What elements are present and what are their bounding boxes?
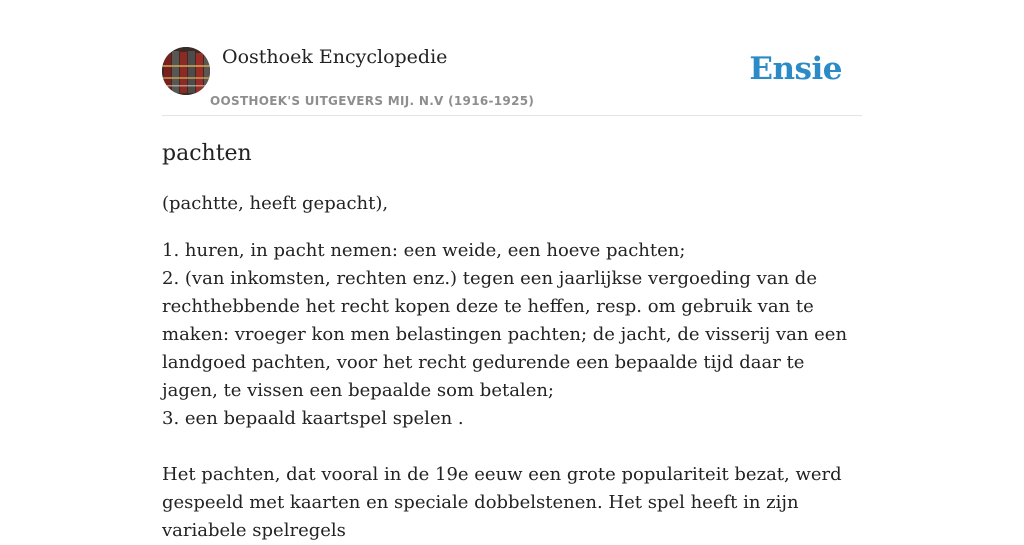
definition-item: 2. (van inkomsten, rechten enz.) tegen een jaarlijkse vergoeding van de rechthebbende het recht kopen deze te heffen, resp. om gebruik van te maken: vroeger kon men belastingen pachten; de jacht, de visserij van een landgoed pachten, voor het recht gedurende een bepaalde tijd daar te jagen, te vissen een bepaalde som betalen; (162, 268, 848, 401)
definition-list (162, 237, 862, 433)
definition-item: 3. een bepaald kaartspel spelen . (162, 408, 464, 429)
site-header (162, 0, 862, 116)
encyclopedia-books-icon[interactable] (162, 47, 210, 95)
entry-conjugation: (pachtte, heeft gepacht), (162, 193, 389, 214)
site-title[interactable]: Oosthoek Encyclopedie (222, 46, 448, 68)
definition-item: 1. huren, in pacht nemen: een weide, een hoeve pachten; (162, 240, 686, 261)
publisher-subtitle: OOSTHOEK'S UITGEVERS MIJ. N.V (1916-1925) (210, 94, 535, 108)
entry-title: pachten (162, 141, 252, 166)
page (162, 0, 862, 541)
entry-article (162, 138, 862, 545)
entry-body-text: Het pachten, dat vooral in de 19e eeuw een grote populariteit bezat, werd gespeeld met kaarten en speciale dobbelstenen. Het spel heeft in zijn variabele spelregels (162, 464, 842, 541)
ensie-logo[interactable]: Ensie (749, 51, 842, 87)
